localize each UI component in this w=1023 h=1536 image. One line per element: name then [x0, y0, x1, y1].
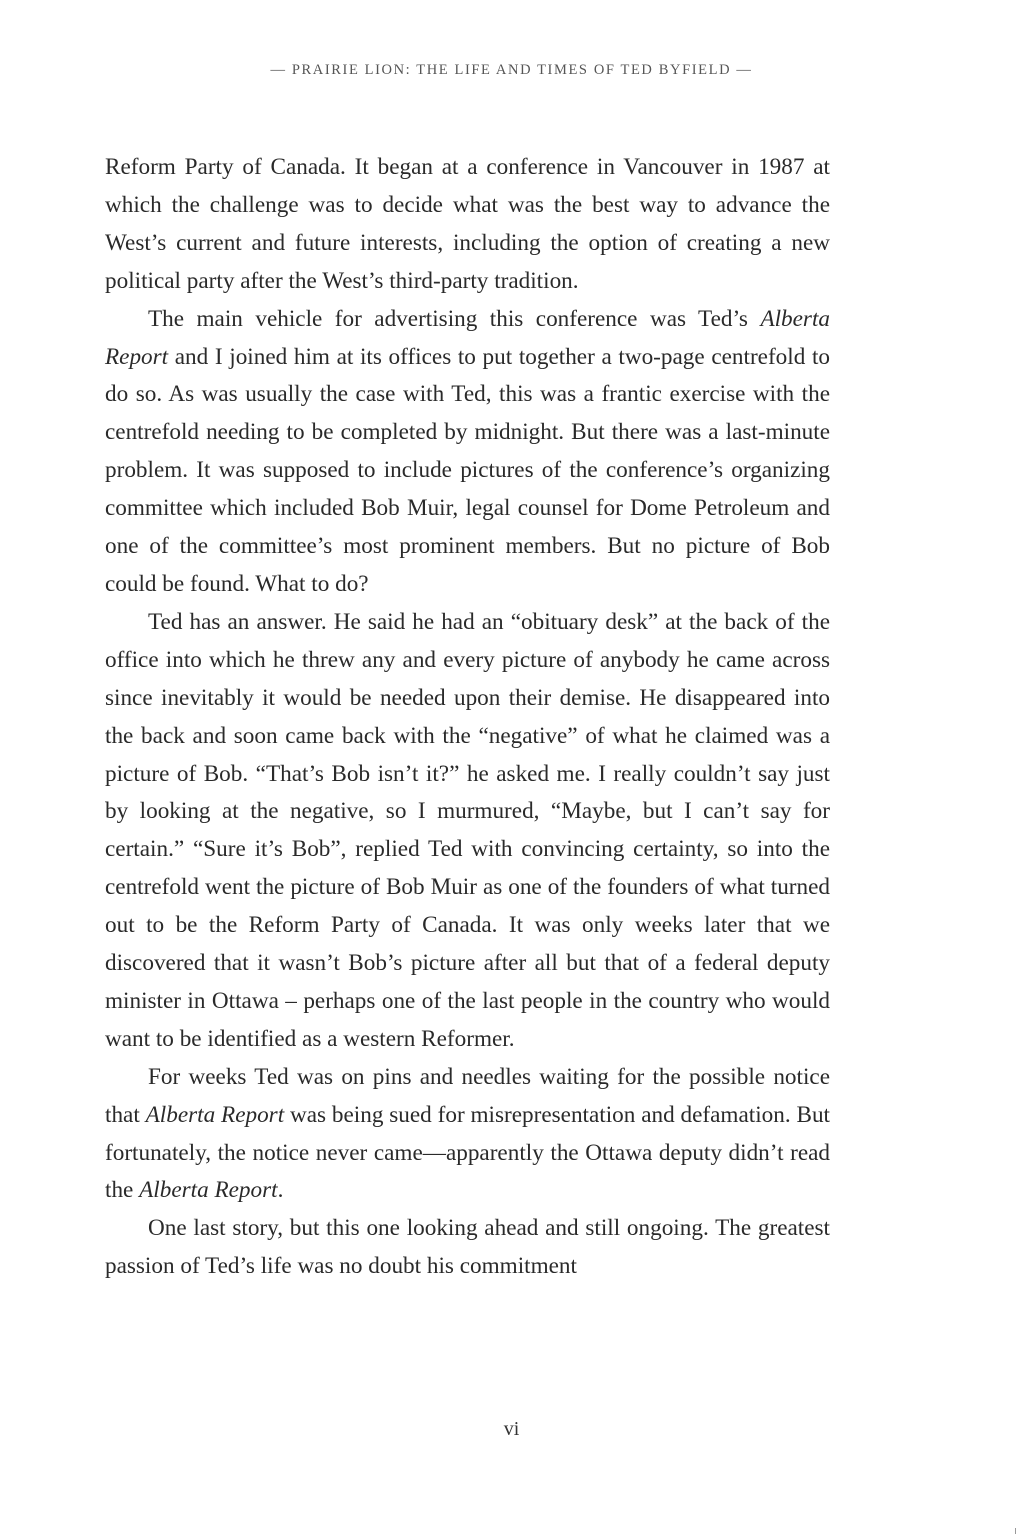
text-run: For weeks Ted was on pins and needles waiting for the possible notice that: [105, 1063, 830, 1128]
paragraph-3: [105, 604, 830, 1059]
paragraph-4: [105, 1059, 830, 1211]
text-run: Ted has an answer. He said he had an “obituary desk” at the back of the office into which he threw any and every picture of anybody he came across since inevitably it would be needed upon their demise. He disappeared into the back and soon came back with the “negative” of what he claimed was a picture of Bob. “That’s Bob isn’t it?” he asked me. I really couldn’t say just by looking at the negative, so I murmured, “Maybe, but I can’t say for certain.” “Sure it’s Bob”, replied Ted with convincing certainty, so into the centrefold went the picture of Bob Muir as one of the founders of what turned out to be the Reform Party of Canada. It was only weeks later that we discovered that it wasn’t Bob’s picture after all but that of a federal deputy minister in Ottawa – perhaps one of the last people in the country who would want to be identified as a western Reformer.: [105, 608, 830, 1052]
running-header: — PRAIRIE LION: THE LIFE AND TIMES OF TED BYFIELD —: [270, 62, 753, 78]
paragraph-2: [105, 301, 830, 604]
body-text: [105, 149, 830, 1286]
italic-title: Alberta Report: [105, 305, 830, 370]
text-run: One last story, but this one looking ahead and still ongoing. The greatest passion of Ted’s life was no doubt his commitment: [105, 1215, 830, 1280]
text-run: Reform Party of Canada. It began at a conference in Vancouver in 1987 at which the challenge was to decide what was the best way to advance the West’s current and future interests, including the option of creating a new political party after the West’s third-party tradition.: [105, 154, 830, 294]
text-run: .: [277, 1177, 284, 1204]
crop-mark: [1015, 1528, 1016, 1534]
paragraph-5: [105, 1210, 830, 1286]
italic-title: Alberta Report: [139, 1177, 278, 1204]
text-run: The main vehicle for advertising this conference was Ted’s: [148, 305, 761, 332]
paragraph-1: [105, 149, 830, 301]
text-run: was being sued for misrepresentation and defamation. But fortunately, the notice never came—apparently the Ottawa deputy didn’t read the: [105, 1101, 830, 1204]
page-number: vi: [503, 1418, 520, 1440]
italic-title: Alberta Report: [145, 1101, 285, 1128]
text-run: and I joined him at its offices to put together a two-page centrefold to do so. As was usually the case with Ted, this was a frantic exercise with the centrefold needing to be completed by midnight. But there was a last-minute problem. It was supposed to include pictures of the conference’s organizing committee which included Bob Muir, legal counsel for Dome Petroleum and one of the committee’s most prominent members. But no picture of Bob could be found. What to do?: [105, 343, 830, 597]
